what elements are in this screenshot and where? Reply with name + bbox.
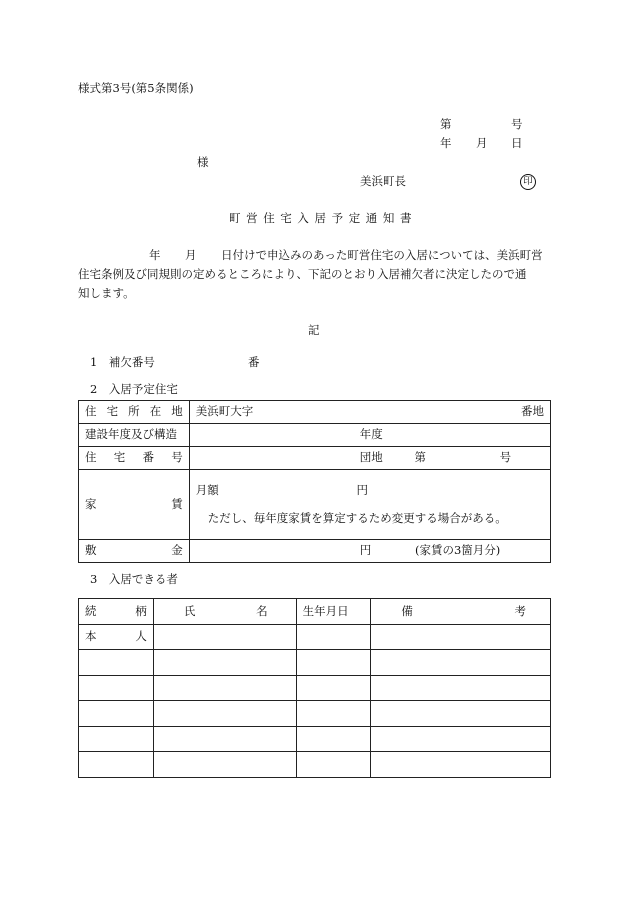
body-year: 年 [149,248,161,262]
relation-cell [79,625,154,650]
doc-date-month: 月 [476,136,488,150]
deposit-header-text: 敷 金 [85,543,183,558]
seal-mark [520,174,536,190]
remarks-cell [371,625,551,650]
table-header-row [79,599,551,625]
name-header-text: 氏 名 [183,603,268,618]
table-row [79,727,551,752]
deposit-header [79,540,190,563]
table-row [79,424,551,447]
rent-monthly: 月額 [195,482,219,497]
issuer: 美浜町長 [360,174,406,188]
address-header [79,401,190,424]
relation-header [79,599,154,625]
rent-cell [189,470,550,540]
construction-year: 年度 [359,427,383,442]
doc-number-go: 号 [511,117,523,131]
deposit-yen: 円 [359,543,372,558]
number-go: 号 [499,450,512,465]
housing-table [78,400,551,563]
number-dai: 第 [414,450,426,465]
table-row [79,650,551,676]
number-header [79,447,190,470]
table-row [79,625,551,650]
name-cell [153,625,296,650]
relation-header-text: 続 柄 [85,603,147,618]
ki-heading: 記 [308,323,320,337]
address-prefix: 美浜町大字 [195,404,254,419]
document-title: 町営住宅入居予定通知書 [229,211,418,225]
table-row [79,752,551,778]
construction-cell [189,424,550,447]
rent-note: ただし、毎年度家賃を算定するため変更する場合がある。 [207,510,507,525]
doc-number-dai: 第 [440,117,452,131]
rent-header [79,470,190,540]
address-cell [189,401,550,424]
number-danchi: 団地 [359,450,383,465]
addressee-suffix: 様 [197,155,209,169]
table-row [79,701,551,727]
doc-date-year: 年 [440,136,452,150]
section3-label: 3 入居できる者 [90,572,178,586]
deposit-cell [189,540,550,563]
table-row [79,676,551,701]
section2-label: 2 入居予定住宅 [90,382,178,396]
table-row [79,540,551,563]
section1-label: 1 補欠番号 [90,355,155,369]
relation-self: 本 人 [85,629,147,644]
number-header-text: 住 宅 番 号 [85,450,183,465]
doc-date-day: 日 [511,136,523,150]
rent-yen: 円 [356,482,368,497]
body-month: 月 [185,248,197,262]
deposit-note: (家賃の3箇月分) [414,543,501,558]
table-row [79,401,551,424]
address-header-text: 住 宅 所 在 地 [85,404,183,419]
form-label: 様式第3号(第5条関係) [78,81,194,95]
name-header [153,599,296,625]
birth-header: 生年月日 [296,599,371,625]
rent-header-text: 家 賃 [85,496,183,511]
table-row [79,470,551,540]
body-line1: 日付けで申込みのあった町営住宅の入居については、美浜町営 [221,248,543,262]
birth-cell [296,625,371,650]
section1-unit: 番 [248,355,260,369]
table-row [79,447,551,470]
seal-icon: 印 [520,174,536,190]
body-line2: 住宅条例及び同規則の定めるところにより、下記のとおり入居補欠者に決定したので通 [78,267,527,281]
body-line3: 知します。 [78,286,135,300]
number-cell [189,447,550,470]
residents-table [78,598,551,778]
remarks-header [371,599,551,625]
construction-header: 建設年度及び構造 [79,424,190,447]
remarks-header-text: 備 考 [401,603,526,618]
address-suffix: 番地 [521,404,544,419]
